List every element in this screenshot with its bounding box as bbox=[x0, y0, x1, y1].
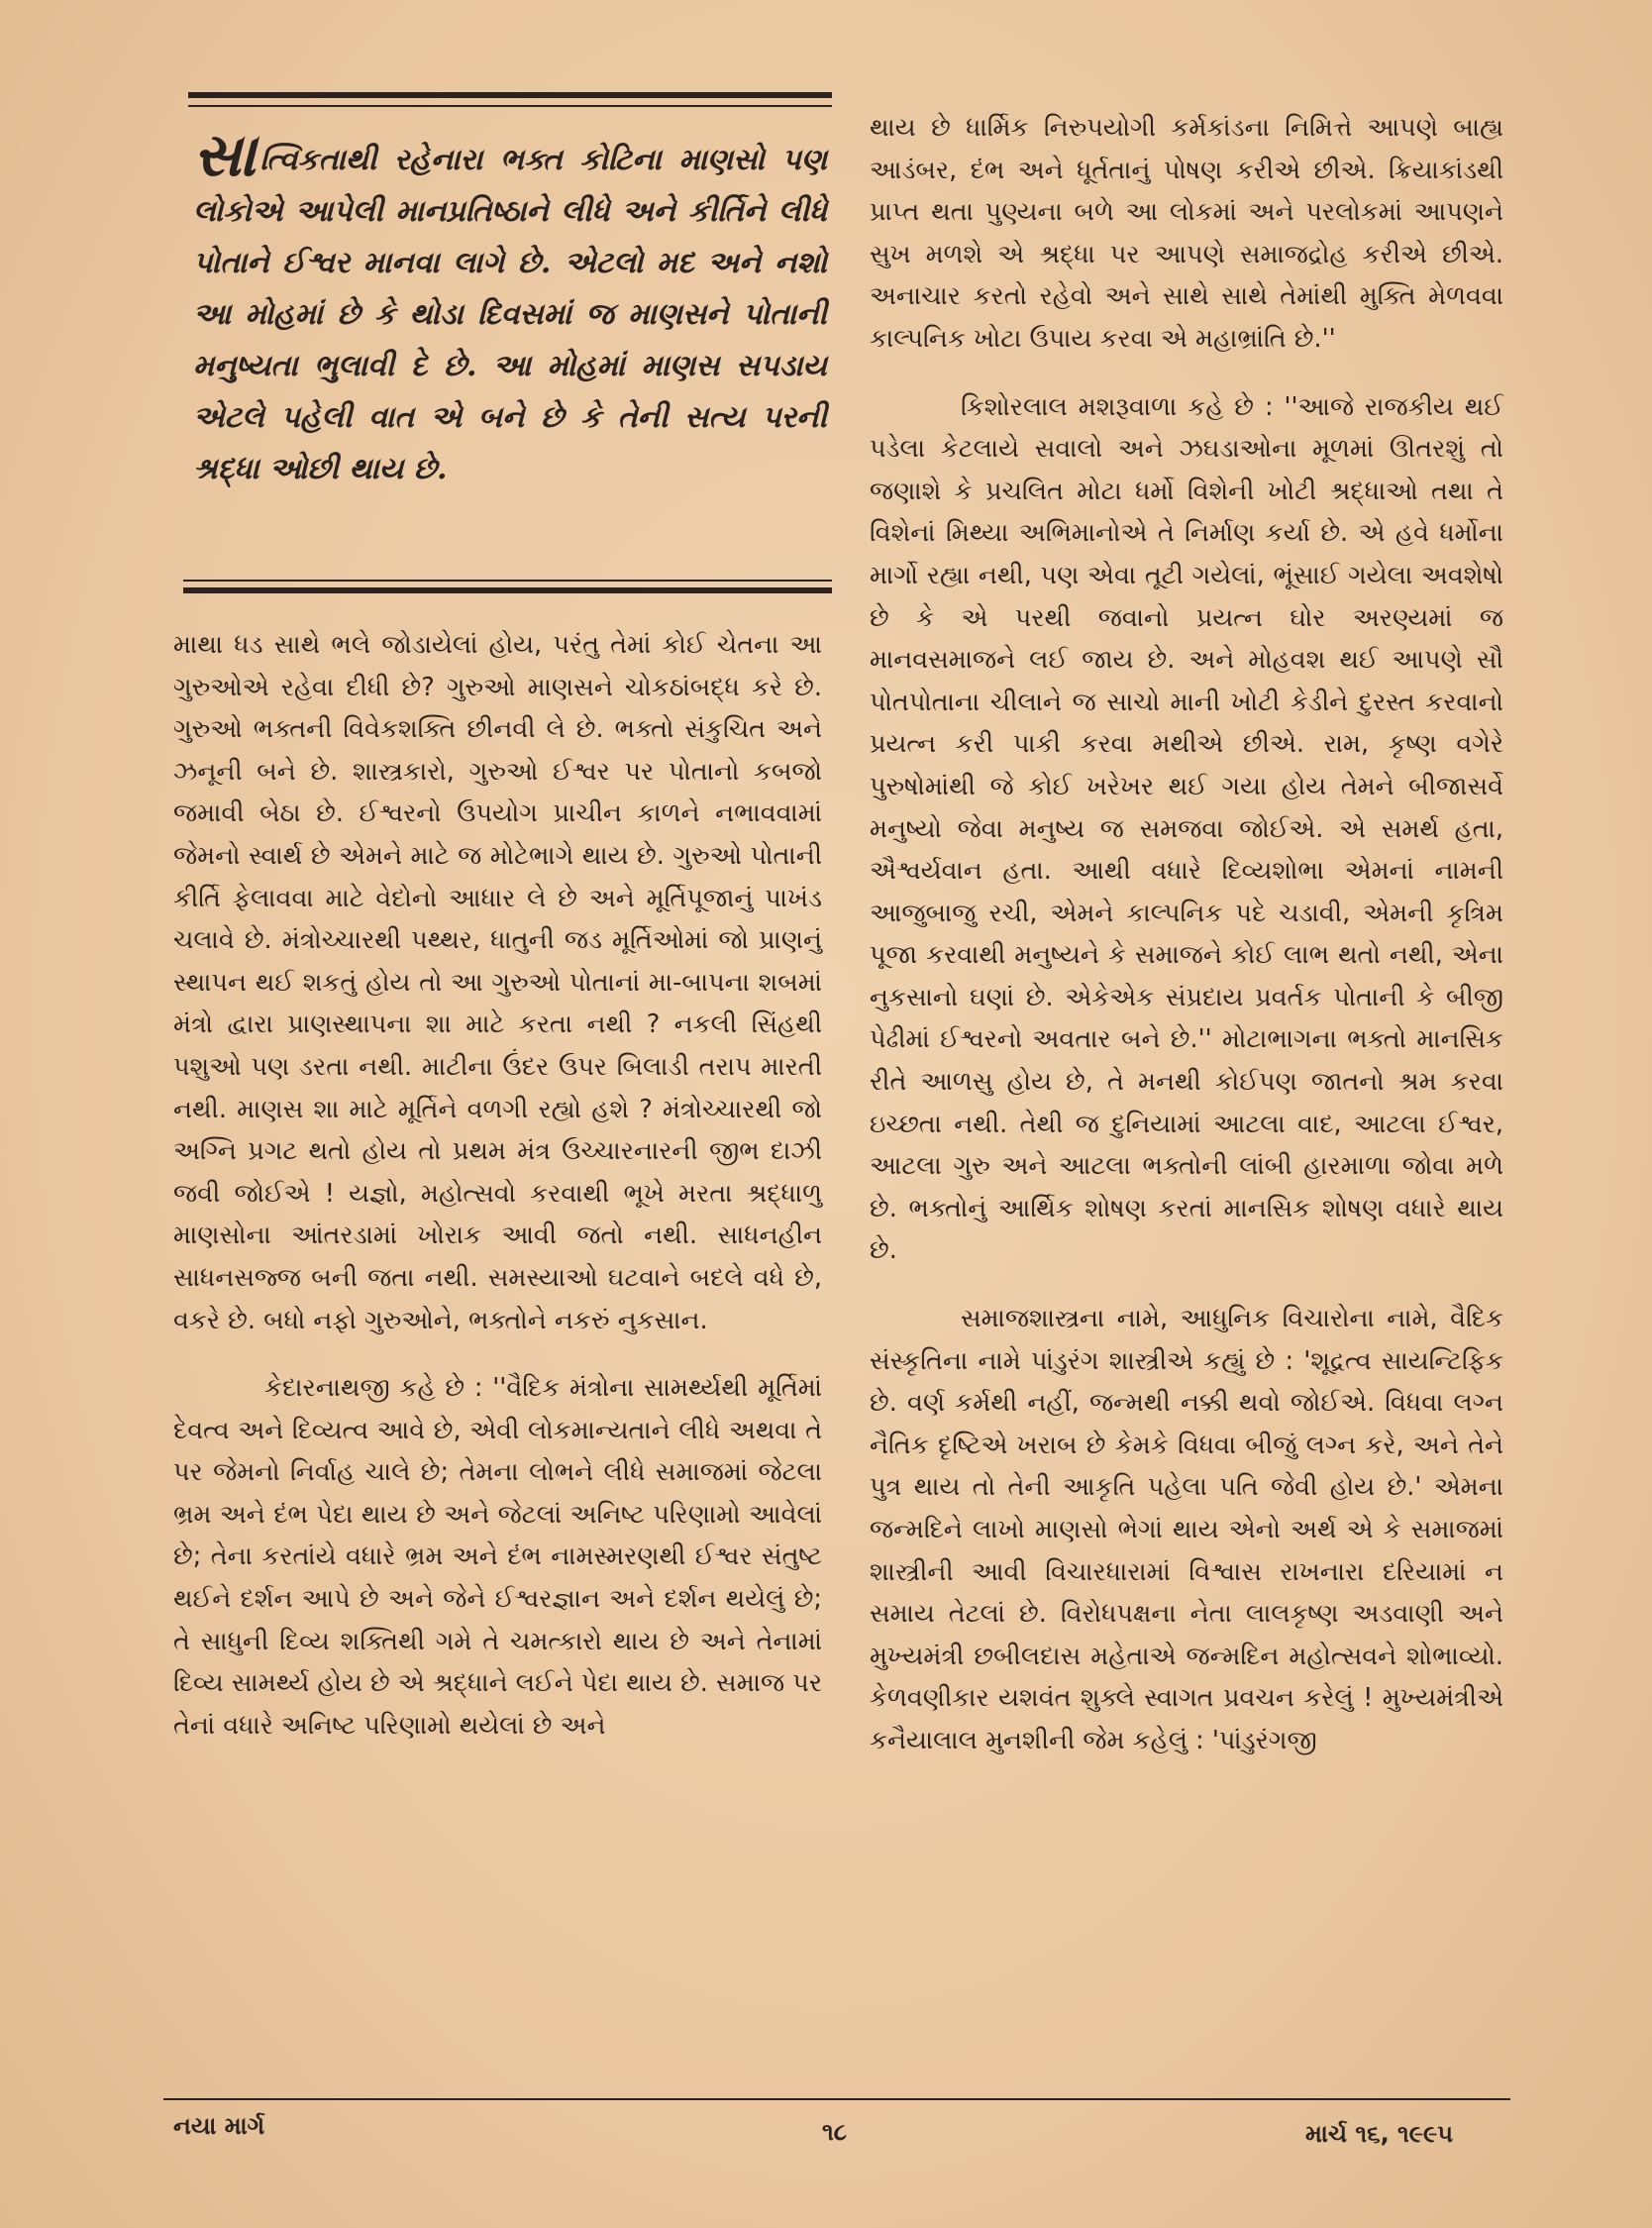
right-paragraph-1: થાય છે ધાર્મિક નિરુપયોગી કર્મકાંડના નિમિત્તે આપણે બાહ્ય આડંબર, દંભ અને ધૂર્તતાનું પોષણ કરીએ છીએ. ક્રિયાકાંડથી પ્રાપ્ત થતા પુણ્યના બળે આ લોકમાં અને પરલોકમાં આપણને સુખ મળશે એ શ્રદ્ધા પર આપણે સમાજદ્રોહ કરીએ છીએ. અનાચાર કરતો રહેવો અને સાથે સાથે તેમાંથી મુક્તિ મેળવવા કાલ્પનિક ખોટા ઉપાય કરવા એ મહાભ્રાંતિ છે.'' bbox=[870, 113, 1503, 354]
pullquote-top-rule-thin bbox=[188, 105, 832, 107]
left-column bbox=[173, 624, 822, 1747]
pullquote-bottom-rule-thin bbox=[183, 580, 832, 582]
left-paragraph-1: માથા ધડ સાથે ભલે જોડાયેલાં હોય, પરંતુ તેમાં કોઈ ચેતના આ ગુરુઓએ રહેવા દીધી છે? ગુરુઓ માણસને ચોકઠાંબદ્ધ કરે છે. ગુરુઓ ભક્તની વિવેકશક્તિ છીનવી લે છે. ભક્તો સંકુચિત અને ઝનૂની બને છે. શાસ્ત્રકારો, ગુરુઓ ઈશ્વર પર પોતાનો કબજો જમાવી બેઠા છે. ઈશ્વરનો ઉપયોગ પ્રાચીન કાળને નભાવવામાં જેમનો સ્વાર્થ છે એમને માટે જ મોટેભાગે થાય છે. ગુરુઓ પોતાની કીર્તિ ફેલાવવા માટે વેદોનો આધાર લે છે અને મૂર્તિપૂજાનું પાખંડ ચલાવે છે. મંત્રોચ્ચારથી પથ્થર, ધાતુની જડ મૂર્તિઓમાં જો પ્રાણનું સ્થાપન થઈ શકતું હોય તો આ ગુરુઓ પોતાનાં મા-બાપના શબમાં મંત્રો દ્વારા પ્રાણસ્થાપના શા માટે કરતા નથી ? નકલી સિંહથી પશુઓ પણ ડરતા નથી. માટીના ઉંદર ઉપર બિલાડી તરાપ મારતી નથી. માણસ શા માટે મૂર્તિને વળગી રહ્યો હશે ? મંત્રોચ્ચારથી જો અગ્નિ પ્રગટ થતો હોય તો પ્રથમ મંત્ર ઉચ્ચારનારની જીભ દાઝી જવી જોઈએ ! યજ્ઞો, મહોત્સવો કરવાથી ભૂખે મરતા શ્રદ્ધાળુ માણસોના આંતરડામાં ખોરાક આવી જતો નથી. સાધનહીન સાધનસજ્જ બની જતા નથી. સમસ્યાઓ ઘટવાને બદલે વધે છે, વકરે છે. બધો નફો ગુરુઓને, ભક્તોને નકરું નુકસાન. bbox=[173, 630, 822, 1335]
pull-quote-text: ત્વિકતાથી રહેનારા ભક્ત કોટિના માણસો પણ લોકોએ આપેલી માનપ્રતિષ્ઠાને લીધે અને કીર્તિને લીધે પોતાને ઈશ્વર માનવા લાગે છે. એટલો મદ અને નશો આ મોહમાં છે કે થોડા દિવસમાં જ માણસને પોતાની મનુષ્યતા ભુલાવી દે છે. આ મોહમાં માણસ સપડાય એટલે પહેલી વાત એ બને છે કે તેની સત્ય પરની શ્રદ્ધા ઓછી થાય છે. bbox=[193, 143, 827, 486]
footer-page-number: ૧૮ bbox=[822, 2118, 847, 2146]
pullquote-bottom-rule-thick bbox=[183, 587, 832, 593]
left-paragraph-2: કેદારનાથજી કહે છે : ''વૈદિક મંત્રોના સામર્થ્યથી મૂર્તિમાં દેવત્વ અને દિવ્યત્વ આવે છે, એવી લોકમાન્યતાને લીધે અથવા તે પર જેમનો નિર્વાહ ચાલે છે; તેમના લોભને લીધે સમાજમાં જેટલા ભ્રમ અને દંભ પેદા થાય છે અને જેટલાં અનિષ્ટ પરિણામો આવેલાં છે; તેના કરતાંયે વધારે ભ્રમ અને દંભ નામસ્મરણથી ઈશ્વર સંતુષ્ટ થઈને દર્શન આપે છે અને જેને ઈશ્વરજ્ઞાન અને દર્શન થયેલું છે; તે સાધુની દિવ્ય શક્તિથી ગમે તે ચમત્કારો થાય છે અને તેનામાં દિવ્ય સામર્થ્ય હોય છે એ શ્રદ્ધાને લઈને પેદા થાય છે. સમાજ પર તેનાં વધારે અનિષ્ટ પરિણામો થયેલાં છે અને bbox=[173, 1373, 822, 1741]
footer-publication: નયા માર્ગ bbox=[173, 2112, 265, 2140]
footer-date: માર્ચ ૧૬, ૧૯૯૫ bbox=[1305, 2120, 1453, 2148]
right-paragraph-2: કિશોરલાલ મશરૂવાળા કહે છે : ''આજે રાજકીય થઈ પડેલા કેટલાયે સવાલો અને ઝઘડાઓના મૂળમાં ઊતરશું તો જણાશે કે પ્રચલિત મોટા ધર્મો વિશેની ખોટી શ્રદ્ધાઓ તથા તે વિશેનાં મિથ્યા અભિમાનોએ તે નિર્માણ કર્યા છે. એ હવે ધર્મોના માર્ગો રહ્યા નથી, પણ એવા તૂટી ગયેલાં, ભૂંસાઈ ગયેલા અવશેષો છે કે એ પરથી જવાનો પ્રયત્ન ઘોર અરણ્યમાં જ માનવસમાજને લઈ જાય છે. અને મોહવશ થઈ આપણે સૌ પોતપોતાના ચીલાને જ સાચો માની ખોટી કેડીને દુરસ્ત કરવાનો પ્રયત્ન કરી પાકી કરવા મથીએ છીએ. રામ, કૃષ્ણ વગેરે પુરુષોમાંથી જે કોઈ ખરેખર થઈ ગયા હોય તેમને બીજાસર્વે મનુષ્યો જેવા મનુષ્ય જ સમજવા જોઈએ. એ સમર્થ હતા, ઐશ્વર્યવાન હતા. આથી વધારે દિવ્યશોભા એમનાં નામની આજુબાજુ રચી, એમને કાલ્પનિક પદે ચડાવી, એમની કૃત્રિમ પૂજા કરવાથી મનુષ્યને કે સમાજને કોઈ લાભ થતો નથી, એના નુકસાનો ઘણાં છે. એકેએક સંપ્રદાય પ્રવર્તક પોતાની કે બીજી પેઢીમાં ઈશ્વરનો અવતાર બને છે.'' મોટાભાગના ભક્તો માનસિક રીતે આળસુ હોય છે, તે મનથી કોઈપણ જાતનો શ્રમ કરવા ઇચ્છતા નથી. તેથી જ દુનિયામાં આટલા વાદ, આટલા ઈશ્વર, આટલા ગુરુ અને આટલા ભક્તોની લાંબી હારમાળા જોવા મળે છે. ભક્તોનું આર્થિક શોષણ કરતાં માનસિક શોષણ વધારે થાય છે. bbox=[870, 391, 1503, 1266]
right-paragraph-3: સમાજશાસ્ત્રના નામે, આધુનિક વિચારોના નામે, વૈદિક સંસ્કૃતિના નામે પાંડુરંગ શાસ્ત્રીએ કહ્યું છે : 'શૂદ્રત્વ સાયન્ટિફિક છે. વર્ણ કર્મથી નહીં, જન્મથી નક્કી થવો જોઈએ. વિધવા લગ્ન નૈતિક દૃષ્ટિએ ખરાબ છે કેમકે વિધવા બીજું લગ્ન કરે, અને તેને પુત્ર થાય તો તેની આકૃતિ પહેલા પતિ જેવી હોય છે.' એમના જન્મદિને લાખો માણસો ભેગાં થાય એનો અર્થ એ કે સમાજમાં શાસ્ત્રીની આવી વિચારધારામાં વિશ્વાસ રાખનારા દરિયામાં ન સમાય તેટલાં છે. વિરોધપક્ષના નેતા લાલકૃષ્ણ અડવાણી અને મુખ્યમંત્રી છબીલદાસ મહેતાએ જન્મદિન મહોત્સવને શોભાવ્યો. કેળવણીકાર યશવંત શુક્લે સ્વાગત પ્રવચન કરેલું ! મુખ્યમંત્રીએ કનૈયાલાલ મુનશીની જેમ કહેલું : 'પાંડુરંગજી bbox=[870, 1304, 1503, 1755]
right-column bbox=[870, 107, 1503, 1762]
pullquote-top-rule-thick bbox=[188, 92, 832, 98]
pull-quote-drop-cap: સા bbox=[193, 121, 257, 190]
pull-quote bbox=[193, 121, 827, 495]
footer-rule bbox=[163, 2098, 1510, 2100]
